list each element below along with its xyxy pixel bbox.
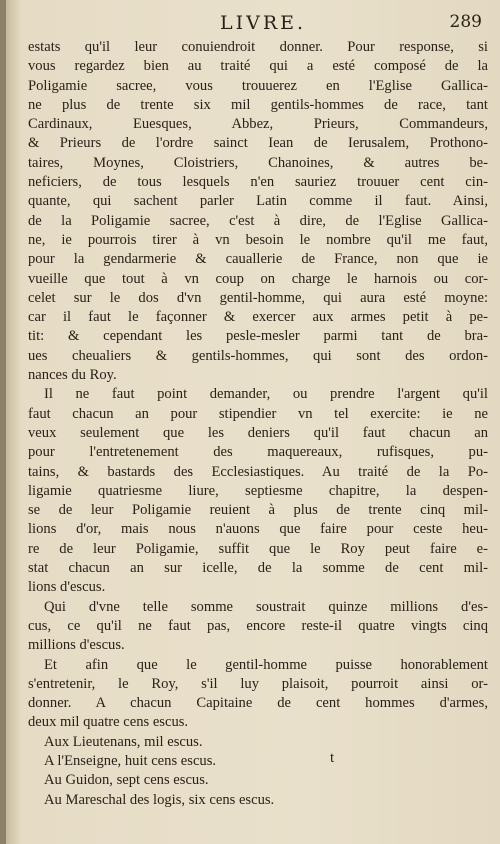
page-header [40, 12, 486, 38]
text-line: taires, Moynes, Cloistriers, Chanoines, & autres be- [28, 154, 488, 171]
text-line: lions d'escus. [28, 579, 106, 596]
text-line: nances du Roy. [28, 367, 117, 384]
text-line: ues cheualiers & gentils-hommes, qui sont des ordon- [28, 347, 488, 364]
text-line: Poligamie sacree, vous trouuerez en l'Eglise Gallica- [28, 77, 488, 94]
text-line: Et afin que le gentil-homme puisse honorablement [44, 656, 488, 673]
catchword: t [330, 750, 335, 766]
text-line: millions d'escus. [28, 637, 125, 654]
text-line: Au Guidon, sept cens escus. [44, 772, 209, 789]
text-line: & Prieurs de l'ordre sainct Iean de Ierusalem, Prothono- [28, 135, 488, 152]
text-line: se de leur Poligamie reuient à plus de trente cinq mil- [28, 502, 488, 519]
text-line: cus, ce qu'il ne faut pas, encore reste-il quatre vingts cinq [28, 617, 488, 634]
page-number: 289 [449, 12, 482, 32]
text-line: neficiers, de tous lesquels n'en sauriez trouuer cent cin- [28, 174, 488, 191]
text-line: s'entretenir, le Roy, s'il luy plaisoit, pourroit ainsi or- [28, 675, 488, 692]
page-gutter [0, 0, 6, 844]
text-line: vous regardez bien au traité qui a esté composé de la [28, 58, 488, 75]
body-text [28, 38, 488, 810]
text-line: deux mil quatre cens escus. [28, 714, 189, 731]
running-head: LIVRE. [219, 12, 307, 34]
text-line: veux seulement que les deniers qu'il faut chacun an [28, 424, 488, 441]
text-line: Au Mareschal des logis, six cens escus. [44, 791, 275, 808]
text-line: vueille que tout à vn coup on charge le harnois ou cor- [28, 270, 488, 287]
text-line: de la Poligamie sacree, c'est à dire, de l'Eglise Gallica- [28, 212, 488, 229]
text-line: re de leur Poligamie, suffit que le Roy peut faire e- [28, 540, 488, 557]
text-line: celet sur le dos d'vn gentil-homme, qui aura esté moyne: [28, 289, 488, 306]
text-line: pour l'entretenement des maquereaux, rufisques, pu- [28, 444, 488, 461]
text-line: Aux Lieutenans, mil escus. [44, 733, 203, 750]
text-line: A l'Enseigne, huit cens escus. [44, 752, 217, 769]
text-line: stat chacun an sur icelle, de la somme de cent mil- [28, 560, 488, 577]
text-line: tit: & cependant les pesle-mesler parmi tant de bra- [28, 328, 488, 345]
text-line: tains, & bastards des Ecclesiastiques. Au traité de la Po- [28, 463, 488, 480]
text-line: car il faut le façonner & exercer aux armes petit à pe- [28, 309, 488, 326]
text-line: faut chacun an pour stipendier vn tel exercite: ie ne [28, 405, 488, 422]
text-line: estats qu'il leur conuiendroit donner. Pour response, si [28, 39, 488, 55]
text-line: lions d'or, mais nous n'auons que faire pour ceste heu- [28, 521, 488, 538]
text-line: pour la gendarmerie & cauallerie de France, non que ie [28, 251, 488, 268]
text-line: Il ne faut point demander, ou prendre l'argent qu'il [44, 386, 488, 403]
text-line: ne, ie pourrois tirer à vn besoin le nombre qu'il me faut, [28, 231, 488, 248]
text-line: ligamie quatriesme liure, septiesme chapitre, la despen- [28, 482, 488, 499]
text-line: quante, qui sachent parler Latin comme il faut. Ainsi, [28, 193, 488, 210]
text-line: Qui d'vne telle somme soustrait quinze millions d'es- [44, 598, 488, 615]
text-line: donner. A chacun Capitaine de cent hommes d'armes, [28, 695, 488, 712]
text-line: Cardinaux, Euesques, Abbez, Prieurs, Commandeurs, [28, 116, 488, 133]
text-line: ne plus de trente six mil gentils-hommes de race, tant [28, 96, 488, 113]
